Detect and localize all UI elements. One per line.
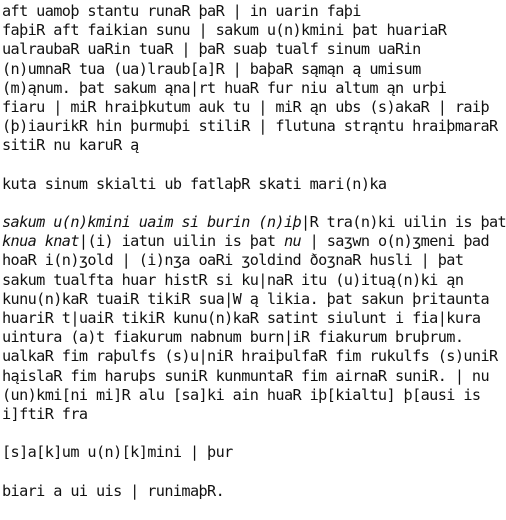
- text-segment: ualraubaR uaRin tuaR | þaR suaþ tualf sinum uaRin: [2, 40, 421, 59]
- text-segment: sakum tualfta huar histR si ku|naR itu (u)ituą(n)ki ąn: [2, 270, 464, 289]
- text-segment: (þ)iaurikR hin þurmuþi stiliR | flutuna strąntu hraiþmaraR: [2, 117, 498, 136]
- text-line: [2, 309, 483, 328]
- text-segment: kunu(n)kaR tuaiR tikiR sua|W ą likia. þat sakun þritaunta: [2, 289, 489, 308]
- text-segment: (un)kmi[ni mi]R alu [sa]ki ain huaR iþ[kialtu] þ[ausi is: [2, 385, 481, 404]
- text-line: [2, 117, 498, 136]
- text-segment: [s]a[k]um u(n)[k]mini | þur: [2, 443, 233, 462]
- text-segment: kuta sinum skialti ub fatlaþR skati mari(n)ka: [2, 174, 387, 193]
- italic-text-segment: knua knat: [2, 232, 79, 251]
- text-line: [2, 366, 489, 386]
- text-segment: ualkaR fim raþulfs (s)u|niR hraiþulfaR fim rukulfs (s)uniR: [2, 347, 498, 366]
- text-segment: huariR t|uaiR tikiR kunu(n)kaR satint siulunt i fia|kura: [2, 309, 481, 327]
- italic-text-segment: sakum u(n)kmini uaim si burin (n)iþ: [2, 213, 302, 232]
- text-line: [2, 482, 483, 501]
- text-segment: fiaru | miR hraiþkutum auk tu | miR ąn ubs (s)akaR | raiþ: [2, 97, 489, 116]
- text-line: [2, 443, 483, 462]
- text-segment: biari a ui uis | runimaþR.: [2, 481, 225, 500]
- text-segment: uintura (a)t fiakurum nabnum burn|iR fiakurum bruþrum.: [2, 328, 464, 347]
- text-line: [2, 289, 489, 309]
- text-line: [2, 60, 483, 79]
- text-segment: aft uamoþ stantu runaR þaR | in uarin faþi: [2, 2, 361, 20]
- text-segment: |R tra(n)ki uilin is þat: [301, 213, 506, 232]
- text-line: [2, 97, 489, 117]
- text-segment: i]ftiR fra: [2, 404, 88, 423]
- text-line: [2, 386, 483, 405]
- text-line: [2, 328, 483, 347]
- text-line: [2, 405, 483, 424]
- text-line: [2, 347, 498, 366]
- paragraph-gap: [2, 424, 483, 443]
- paragraph-gap: [2, 194, 483, 213]
- text-line: [2, 136, 483, 155]
- text-line: [2, 271, 483, 290]
- text-segment: | saʒwn o(n)ʒmeni þad: [301, 232, 490, 251]
- paragraph-gap: [2, 463, 483, 482]
- text-segment: (n)umnaR tua (ua)lraub[a]R | baþaR sąmąn ą umisum: [2, 59, 421, 78]
- text-segment: (m)ąnum. þat sakum ąna|rt huaR fur niu altum ąn urþi: [2, 78, 447, 97]
- text-segment: sitiR nu karuR ą: [2, 136, 139, 155]
- text-segment: |(i) iatun uilin is þat: [78, 232, 284, 251]
- text-segment: hoaR i(n)ʒold | (i)nʒa oaRi ʒoldind ðoʒnaR husli | þat: [2, 251, 464, 270]
- text-line: [2, 79, 483, 98]
- text-line: [2, 251, 483, 270]
- text-segment: hąislaR fim haruþs suniR kunmuntaR fim airnaR suniR. | nu: [2, 366, 489, 385]
- text-line: [2, 40, 483, 59]
- text-segment: faþiR aft faikian sunu | sakum u(n)kmini þat huariaR: [2, 21, 447, 40]
- italic-text-segment: nu: [283, 232, 302, 251]
- text-line: [2, 2, 483, 21]
- text-line: [2, 175, 483, 194]
- text-line: [2, 232, 490, 251]
- text-line: [2, 213, 506, 232]
- paragraph-gap: [2, 156, 483, 175]
- text-line: [2, 21, 483, 40]
